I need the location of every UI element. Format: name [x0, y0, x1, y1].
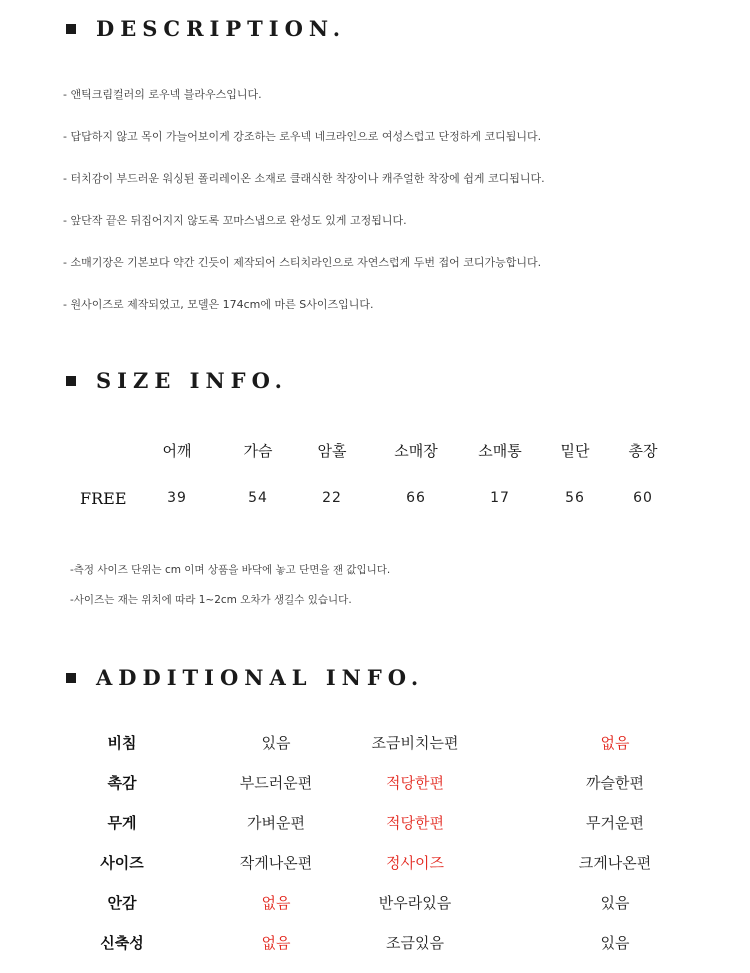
size-col-header: 소매통 — [478, 442, 522, 460]
description-item: - 앤틱크림컬러의 로우넥 블라우스입니다. — [63, 88, 262, 101]
size-value: 17 — [490, 490, 510, 506]
size-note: -측정 사이즈 단위는 cm 이며 상품을 바닥에 놓고 단면을 잰 값입니다. — [70, 564, 391, 576]
additional-info-label: 사이즈 — [100, 854, 144, 872]
additional-info-option-selected: 없음 — [261, 934, 291, 952]
additional-info-option: 까슬한편 — [586, 774, 644, 792]
description-title: DESCRIPTION. — [96, 16, 347, 41]
size-value: 39 — [167, 490, 187, 506]
additional-info-option: 있음 — [600, 894, 630, 912]
additional-info-label: 신축성 — [100, 934, 144, 952]
size-info-title: SIZE INFO. — [96, 368, 288, 393]
additional-info-label: 촉감 — [107, 774, 137, 792]
description-heading — [66, 16, 346, 41]
size-value: 22 — [322, 490, 342, 506]
additional-info-option: 무거운편 — [586, 814, 644, 832]
additional-info-option: 가벼운편 — [247, 814, 305, 832]
additional-info-label: 비침 — [107, 734, 137, 752]
additional-info-option: 있음 — [261, 734, 291, 752]
additional-info-label: 안감 — [107, 894, 137, 912]
description-item: - 소매기장은 기본보다 약간 긴듯이 제작되어 스티치라인으로 자연스럽게 두번 접어 코디가능합니다. — [63, 256, 542, 269]
size-value: 56 — [565, 490, 585, 506]
size-col-header: 소매장 — [394, 442, 438, 460]
additional-info-option: 조금비치는편 — [371, 734, 459, 752]
size-col-header: 총장 — [628, 442, 658, 460]
square-bullet-icon — [66, 24, 76, 34]
size-row-label: FREE — [80, 489, 127, 508]
size-col-header: 밑단 — [560, 442, 590, 460]
square-bullet-icon — [66, 673, 76, 683]
additional-info-option-selected: 적당한편 — [386, 774, 444, 792]
size-value: 66 — [406, 490, 426, 506]
additional-info-label: 무게 — [107, 814, 137, 832]
additional-info-option-selected: 없음 — [600, 734, 630, 752]
additional-info-option: 부드러운편 — [239, 774, 313, 792]
size-note: -사이즈는 재는 위치에 따라 1~2cm 오차가 생길수 있습니다. — [70, 594, 352, 606]
size-value: 60 — [633, 490, 653, 506]
size-value: 54 — [248, 490, 268, 506]
square-bullet-icon — [66, 376, 76, 386]
description-list — [63, 86, 545, 338]
description-item: - 터치감이 부드러운 워싱된 폴리레이온 소재로 클래식한 착장이나 캐주얼한 착장에 쉽게 코디됩니다. — [63, 172, 545, 185]
size-col-header: 암홀 — [317, 442, 347, 460]
additional-info-option-selected: 적당한편 — [386, 814, 444, 832]
additional-info-option-selected: 없음 — [261, 894, 291, 912]
size-col-header: 가슴 — [243, 442, 273, 460]
additional-info-option: 반우라있음 — [378, 894, 452, 912]
additional-info-heading — [66, 665, 424, 690]
additional-info-option: 크게나온편 — [578, 854, 652, 872]
additional-info-option: 작게나온편 — [239, 854, 313, 872]
additional-info-option-selected: 정사이즈 — [386, 854, 444, 872]
description-item: - 원사이즈로 제작되었고, 모델은 174cm에 마른 S사이즈입니다. — [63, 298, 374, 311]
size-col-header: 어깨 — [162, 442, 192, 460]
description-item: - 답답하지 않고 목이 가늘어보이게 강조하는 로우넥 네크라인으로 여성스럽고 단정하게 코디됩니다. — [63, 130, 542, 143]
additional-info-option: 있음 — [600, 934, 630, 952]
size-info-heading — [66, 368, 288, 393]
additional-info-option: 조금있음 — [386, 934, 444, 952]
description-item: - 앞단작 끝은 뒤집어지지 않도록 꼬마스냅으로 완성도 있게 고정됩니다. — [63, 214, 407, 227]
additional-info-title: ADDITIONAL INFO. — [96, 665, 425, 690]
